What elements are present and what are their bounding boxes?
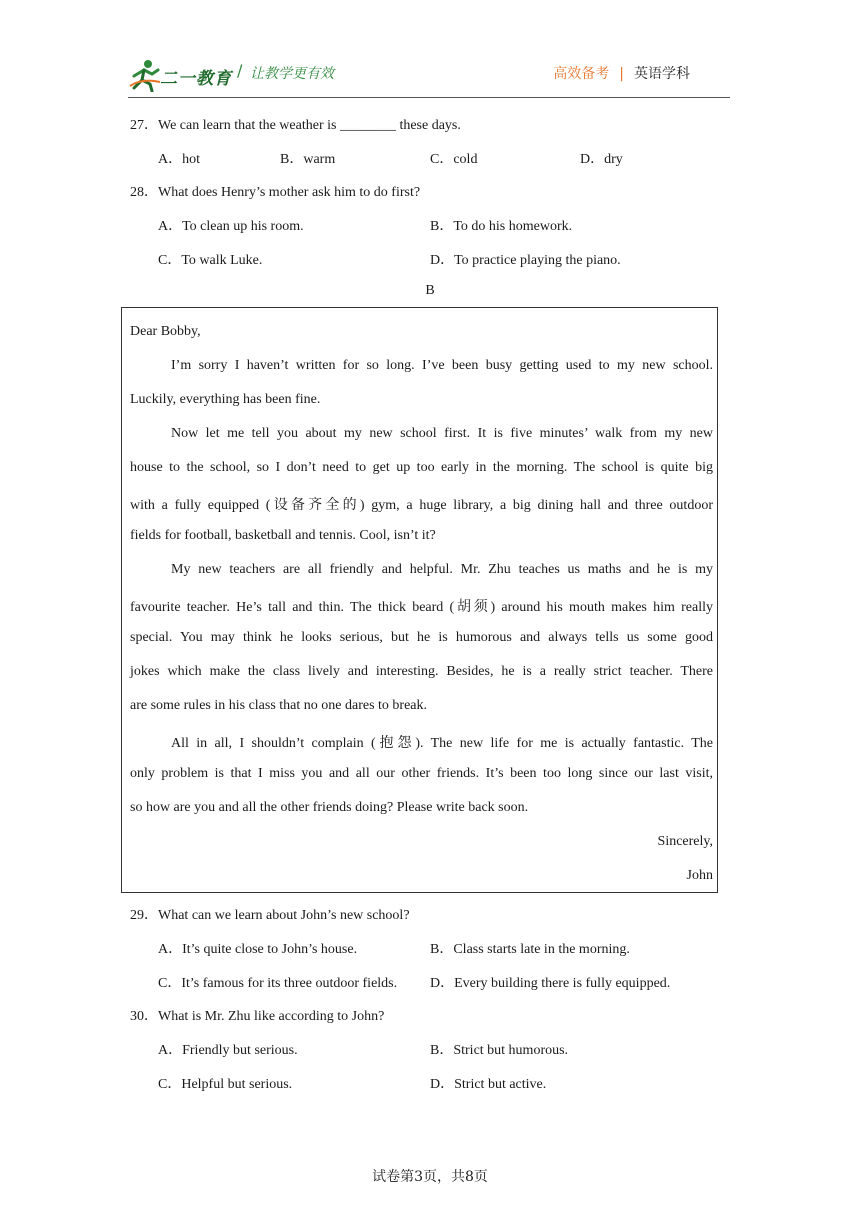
q29-option-c[interactable]: C．It’s famous for its three outdoor fields. bbox=[158, 976, 398, 991]
slogan: 让教学更有效 bbox=[250, 66, 334, 82]
tagline-subject: 英语学科 bbox=[634, 66, 690, 82]
q28-option-b[interactable]: B．To do his homework. bbox=[430, 219, 573, 234]
q27-option-b[interactable]: B．warm bbox=[280, 152, 336, 167]
q30-option-b[interactable]: B．Strict but humorous. bbox=[430, 1043, 569, 1058]
section-label: B bbox=[425, 283, 435, 298]
question-27: 27．We can learn that the weather is ________ these days. bbox=[130, 118, 461, 133]
passage-line: only problem is that I miss you and all our other friends. It’s been too long since our last visit, bbox=[130, 766, 713, 781]
q30-option-a[interactable]: A．Friendly but serious. bbox=[158, 1043, 298, 1058]
passage-line: special. You may think he looks serious, but he is humorous and always tells us some good bbox=[130, 630, 713, 645]
passage-line: are some rules in his class that no one dares to break. bbox=[130, 698, 428, 713]
q27-option-a[interactable]: A．hot bbox=[158, 152, 200, 167]
q29-option-b[interactable]: B．Class starts late in the morning. bbox=[430, 942, 630, 957]
logo-text: 二一教育 bbox=[160, 69, 232, 89]
q28-option-a[interactable]: A．To clean up his room. bbox=[158, 219, 304, 234]
q28-option-d[interactable]: D．To practice playing the piano. bbox=[430, 253, 621, 268]
passage-line: Now let me tell you about my new school first. It is five minutes’ walk from my new bbox=[171, 426, 713, 441]
passage-line: fields for football, basketball and tennis. Cool, isn’t it? bbox=[130, 528, 436, 543]
tagline-accent: 高效备考 bbox=[553, 66, 610, 82]
page-header bbox=[128, 56, 730, 98]
reading-passage-box bbox=[121, 307, 718, 893]
header-tagline bbox=[553, 63, 690, 83]
q27-option-c[interactable]: C．cold bbox=[430, 152, 478, 167]
letter-signature: John bbox=[686, 868, 713, 883]
passage-line: My new teachers are all friendly and helpful. Mr. Zhu teaches us maths and he is my bbox=[171, 562, 713, 577]
question-29: 29．What can we learn about John’s new school? bbox=[130, 908, 410, 923]
running-figure-icon bbox=[128, 58, 162, 92]
question-30: 30．What is Mr. Zhu like according to John? bbox=[130, 1009, 385, 1024]
passage-line: house to the school, so I don’t need to get up too early in the morning. The school is quite big bbox=[130, 460, 713, 475]
passage-line: so how are you and all the other friends doing? Please write back soon. bbox=[130, 800, 529, 815]
q27-option-d[interactable]: D．dry bbox=[580, 152, 623, 167]
question-28: 28．What does Henry’s mother ask him to do first? bbox=[130, 185, 421, 200]
passage-line: I’m sorry I haven’t written for so long. I’ve been busy getting used to my new school. bbox=[171, 358, 713, 373]
tagline-separator: | bbox=[619, 66, 624, 82]
page-footer: 试卷第3页，共8页 bbox=[372, 1169, 488, 1185]
header-divider bbox=[128, 97, 730, 98]
passage-line: with a fully equipped (设备齐全的) gym, a huge library, a big dining hall and three outdoor bbox=[130, 498, 713, 513]
q30-option-c[interactable]: C．Helpful but serious. bbox=[158, 1077, 293, 1092]
passage-line: Luckily, everything has been fine. bbox=[130, 392, 321, 407]
q29-option-d[interactable]: D．Every building there is fully equipped. bbox=[430, 976, 671, 991]
slogan-divider: / bbox=[237, 61, 243, 80]
passage-line: jokes which make the class lively and interesting. Besides, he is a really strict teacher. There bbox=[130, 664, 713, 679]
passage-line: favourite teacher. He’s tall and thin. The thick beard (胡须) around his mouth makes him really bbox=[130, 600, 713, 615]
letter-greeting: Dear Bobby, bbox=[130, 324, 201, 339]
passage-line: All in all, I shouldn’t complain (抱怨). The new life for me is actually fantastic. The bbox=[171, 736, 713, 751]
letter-closing: Sincerely, bbox=[657, 834, 713, 849]
q30-option-d[interactable]: D．Strict but active. bbox=[430, 1077, 547, 1092]
q28-option-c[interactable]: C．To walk Luke. bbox=[158, 253, 263, 268]
brand-logo bbox=[128, 58, 238, 92]
q29-option-a[interactable]: A．It’s quite close to John’s house. bbox=[158, 942, 358, 957]
